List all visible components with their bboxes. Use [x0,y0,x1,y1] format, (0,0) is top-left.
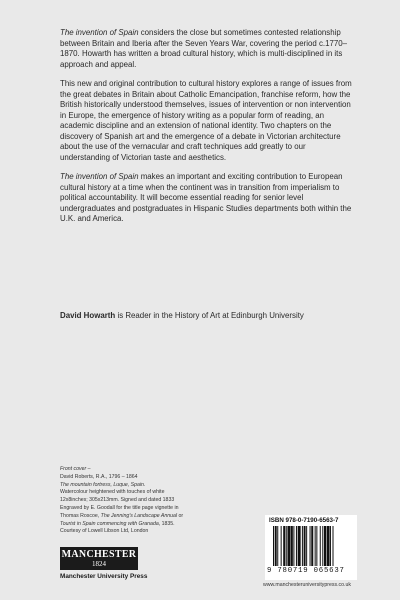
credits-size: 12x8inches; 305x213mm. Signed and dated 1833 [60,497,175,504]
credits-book-title-1: The Jenning's Landscape Annual [100,512,178,519]
blurb [60,28,352,234]
blurb-paragraph-3 [60,172,352,225]
credits-heading: Front cover – [60,466,91,472]
book-title: The invention of Spain [60,172,139,181]
credits-book [60,513,250,521]
blurb-text: considers the close but sometimes contested relationship between Britain and Iberia after the Seven Years War, covering the period c.1770–1870. Howarth has written a broad cultural history, which is multi-disciplined in its approach and appeal. [60,28,348,69]
book-title: The invention of Spain [60,28,139,37]
author-bio-text: is Reader in the History of Art at Edinburgh University [115,311,304,320]
credits-medium: Watercolour heightened with touches of white [60,489,165,496]
isbn-digits: 9 780719 065637 [267,567,345,575]
blurb-text: makes an important and exciting contribution to European cultural history at a time when the continent was in transition from imperialism to political accountability. It will become essential reading for senior level undergraduates and postgraduates in Hispanic Studies departments both within the U.K. and America. [60,172,352,223]
logo-box [60,547,138,570]
credits-artwork-title: The mountain fortress, Luque, Spain. [60,481,146,488]
credits-artist: David Roberts, R.A., 1796 – 1864 [60,473,138,480]
cover-credits [60,466,250,536]
blurb-paragraph-1 [60,28,352,70]
credits-book-title-2: Tourist in Spain commencing with Granada [60,520,159,527]
logo-year: 1824 [92,560,106,568]
credits-book-author: Thomas Roscoe, [60,512,101,519]
author-name: David Howarth [60,311,116,320]
publisher-website: www.manchesteruniversitypress.co.uk [263,582,351,588]
isbn-barcode [265,515,357,580]
credits-courtesy: Courtesy of Lowell Libson Ltd, London [60,528,149,535]
barcode-icon [273,526,353,566]
credits-engraved: Engraved by E. Goodall for the title page vignette in [60,504,179,511]
credits-book-or: or [177,512,184,519]
publisher-logo [60,547,180,580]
logo-name: MANCHESTER [61,549,137,560]
credits-book-cont [60,521,250,529]
credits-book-year: , 1835. [158,520,175,527]
isbn-label: ISBN 978-0-7190-6563-7 [269,517,339,524]
publisher-name: Manchester University Press [60,573,148,580]
blurb-paragraph-2: This new and original contribution to cultural history explores a range of issues from the great debates in Britain about Catholic Emancipation, franchise reform, how the British historically understood themselves, issues of intervention or non intervention in Europe, the emergence of history writing as a popular form of reading, an academic discipline and an extension of national identity. Two chapters on the discovery of Spanish art and the emergence of a debate in Victorian architecture about the use of the vernacular and craft techniques add greatly to our understanding of Victorian taste and aesthetics. [60,79,352,162]
author-bio [60,311,360,321]
